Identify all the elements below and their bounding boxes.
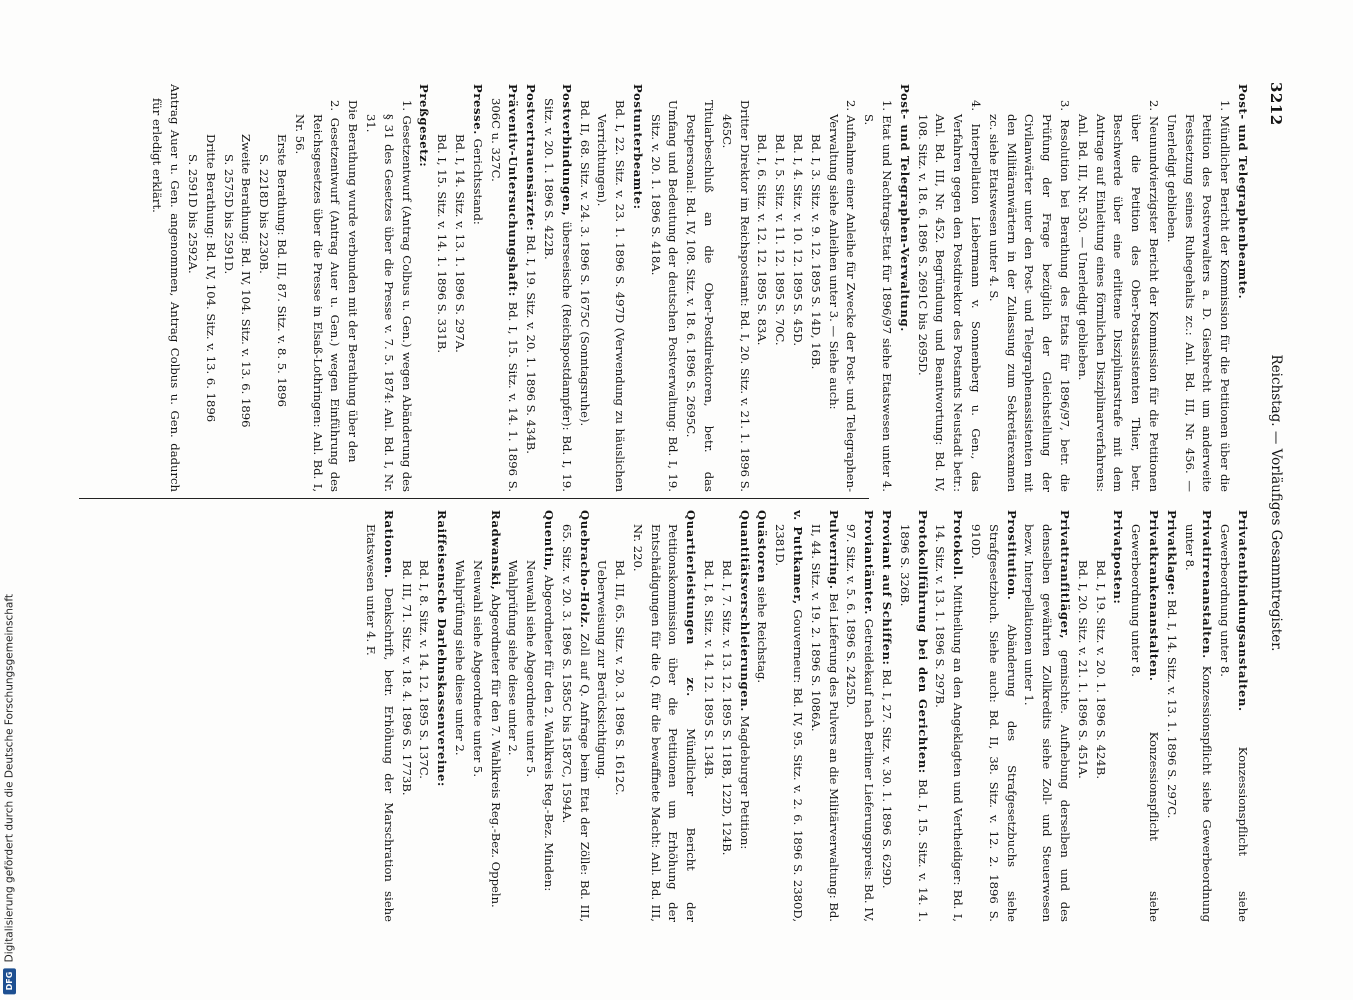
entry-term: Proviantämter.	[862, 510, 877, 615]
entry-text: Bd. I, 27. Sitz. v. 30. 1. 1896 S. 629D.	[880, 669, 895, 889]
reference: Bd. I, 8. Sitz. v. 14. 12. 1895 S. 137C.	[417, 560, 432, 779]
reference: Bd. I, 14. Sitz. v. 13. 1. 1896 S. 297A.	[452, 134, 467, 353]
reference: Bd. I, 19. Sitz. v. 20. 1. 1896 S. 424B.	[1093, 560, 1108, 780]
index-entry	[486, 510, 504, 922]
entry-term: Privatentbindungsanstalten.	[1236, 510, 1250, 712]
entry-term: Quebracho-Holz.	[577, 510, 592, 629]
entry-term: Proviant auf Schiffen:	[880, 510, 895, 666]
entry-text: Zoll auf Q. Anfrage beim Etat der Zölle: Bd. III, 65. Sitz. v. 20. 3. 1896 S. 1585C bis 1587C, 1594A.	[559, 524, 592, 922]
entry-term: Privatposten:	[1111, 510, 1126, 605]
right-column	[91, 510, 1251, 922]
dfg-logo: DFG	[3, 968, 16, 994]
entry-text: Gouverneur: Bd. IV, 95. Sitz. v. 2. 6. 1896 S. 2380D, 2381D.	[773, 524, 806, 922]
reference: Bd. I, 5. Sitz. v. 11. 12. 1895 S. 70C.	[773, 134, 788, 346]
entry-text: Abgeordneter für den 2. Wahlkreis Reg.-Bez. Minden:	[541, 575, 556, 892]
entry-term: Quantitätsverschleierungen.	[737, 510, 752, 712]
entry-text: Mittheilung an den Angeklagten und Vertheidiger: Bd. I, 14. Sitz. v. 13. 1. 1896 S. 297B.	[933, 524, 966, 922]
page-number: 3212	[1267, 82, 1285, 126]
entry-text: siehe Reichstag.	[755, 586, 770, 684]
entry-text: Konzessionspflicht siehe Gewerbeordnung unter 8.	[1182, 524, 1215, 922]
reference: Bd. I, 8. Sitz. v. 14. 12. 1895 S. 134B.	[702, 560, 717, 780]
sub-entry: 1. Gesetzentwurf (Antrag Colbus u. Gen.) wegen Abänderung des § 31 des Gesetzes über die Presse v. 7. 5. 1874: Anl. Bd. I, Nr. 31.	[363, 100, 414, 492]
index-entry	[539, 84, 575, 492]
digitization-credit	[3, 594, 16, 994]
entry-text: Magdeburger Petition:	[737, 715, 752, 850]
index-entry	[1233, 84, 1251, 492]
index-entry	[1215, 510, 1251, 922]
entry-text: Mündlicher Bericht der Petitionskommission über die Petitionen um Erhöhung der Entschädigungen für die Q. für die bewaffnete Macht: Anl. Bd. III, Nr. 220.	[630, 524, 699, 922]
index-entry	[628, 510, 699, 922]
index-entry	[931, 510, 967, 922]
entry-term: Rationen.	[381, 510, 396, 579]
index-entry	[1020, 510, 1073, 922]
entry-text: gemischte. Aufhebung derselben und des denselben gewährten Zollkredits siehe Zoll- und Steuerwesen bezw. Interpellationen unter 1.	[1022, 524, 1073, 922]
entry-text: Gerichtsstand:	[470, 138, 485, 225]
reference: Zweite Berathung: Bd. IV, 104. Sitz. v. 13. 6. 1896	[239, 134, 254, 428]
reference: Bd. I, 7. Sitz. v. 13. 12. 1895 S. 118B, 122D, 124B.	[719, 560, 734, 856]
entry-term: Raiffeisensche Darlehnskassenvereine:	[435, 510, 450, 787]
index-entry	[539, 510, 557, 922]
left-column	[91, 84, 1251, 492]
entry-term: Post- und Telegraphenbeamte.	[1236, 84, 1250, 300]
sub-entry: Die Berathung wurde verbunden mit der Berathung über den	[346, 100, 361, 463]
index-entry	[361, 510, 397, 922]
entry-term: Quartierleistungen zc.	[684, 510, 699, 697]
entry-term: Privatklage:	[1164, 510, 1179, 596]
entry-text: Abgeordneter für den 7. Wahlkreis Reg.-Bez. Oppeln.	[488, 594, 503, 908]
entry-text: Konzessionspflicht siehe Gewerbeordnung unter 8.	[1129, 524, 1162, 922]
index-entry	[966, 510, 1019, 922]
index-entry	[753, 510, 771, 922]
index-entry	[842, 510, 878, 922]
entry-text: Bei Lieferung des Pulvers an die Militärverwaltung: Bd. II, 44. Sitz. v. 19. 2. 1896 S. 1086A.	[808, 524, 841, 922]
running-head: Reichstag. — Vorläufiges Gesammtregister.	[1268, 354, 1284, 652]
entry-text: Bd. I, 19. Sitz. v. 20. 1. 1896 S. 434B.	[524, 234, 539, 454]
entry-text: Abänderung des Strafgesetzbuchs siehe Strafgesetzbuch. Siehe auch: Bd. II, 38. Sitz. v. 12. 2. 1896 S. 910D.	[969, 524, 1019, 922]
index-entry	[521, 84, 539, 492]
sub-entry: 2. Aufnahme einer Anleihe für Zwecke der Post- und Telegraphen-Verwaltung siehe Anleihen unter 3. — Siehe auch:	[826, 100, 859, 492]
sub-entry: 1. Mündlicher Bericht der Kommission für die Petitionen über die Petition des Postverwalters a. D. Giesbrecht um anderweite Festsetzung seines Ruhegehalts zc.: Anl. Bd. III, Nr. 456. — Unerledigt geblieben.	[1164, 100, 1233, 492]
index-entry	[415, 84, 433, 492]
entry-term: Quentin,	[541, 510, 556, 572]
sub-entry: 3. Resolution bei Berathung des Etats für 1896/97, betr. die Prüfung der Frage bezüglich der Gleichstellung der Civilanwärter unter den Post- und Telegraphenassistenten mit den Militäranwärtern in der Zulassung zum Sekretärexamen zc. siehe Etatswesen unter 4. S.	[986, 100, 1073, 492]
sub-entry: 4. Interpellation Liebermann v. Sonnenberg u. Gen., das Verfahren gegen den Postdirektor des Postamts Neustadt betr.: Anl. Bd. III, Nr. 452. Begründung und Beantwortung: Bd. IV, 108. Sitz. v. 18. 6. 1896 S. 2691C bis 2695D.	[915, 100, 984, 492]
sub-entry: 1. Etat und Nachtrags-Etat für 1896/97 siehe Etatswesen unter 4. S.	[862, 100, 895, 492]
index-entry	[557, 510, 593, 922]
entry-term: Postvertrauensärzte:	[524, 84, 539, 232]
sub-entry: Dritter Direktor im Reichspostamt: Bd. I, 20. Sitz. v. 21. 1. 1896 S. 465C.	[719, 100, 752, 492]
index-entry: Antrag Auer u. Gen. angenommen, Antrag Colbus u. Gen. dadurch für erledigt erklärt.	[150, 84, 183, 492]
entry-text: Konzessionspflicht siehe Gewerbeordnung unter 8.	[1218, 524, 1250, 922]
entry-text: Bd. I, 14. Sitz. v. 13. 1. 1896 S. 297C.	[1164, 599, 1179, 819]
reference: Dritte Berathung: Bd. IV, 104. Sitz. v. 13. 6. 1896	[203, 134, 218, 423]
reference: Ueberweisung zur Berücksichtigung.	[595, 560, 610, 780]
index-entry	[1109, 510, 1127, 922]
index-entry	[486, 84, 522, 492]
entry-text: überseeische (Reichspostdampfer): Bd. I, 19. Sitz. v. 20. 1. 1896 S. 422B.	[541, 98, 574, 492]
reference: Neuwahl siehe Abgeordnete unter 5.	[524, 560, 539, 777]
index-entry	[806, 510, 842, 922]
reference: Neuwahl siehe Abgeordnete unter 5.	[470, 560, 485, 777]
reference: Wahlprüfung siehe diese unter 2.	[506, 560, 521, 756]
index-entry	[895, 84, 913, 492]
reference: Bd. I, 6. Sitz. v. 12. 12. 1895 S. 83A.	[755, 134, 770, 346]
index-entry	[1180, 510, 1216, 922]
index-entry	[895, 510, 931, 922]
entry-term: Prostitution.	[1004, 510, 1019, 601]
credit-text: Digitalisierung gefördert durch die Deutsche Forschungsgemeinschaft	[3, 593, 16, 962]
reference: Erste Berathung: Bd. III, 87. Sitz. v. 8. 5. 1896	[274, 134, 289, 407]
entry-term: Protokoll.	[951, 510, 966, 581]
index-entry	[432, 510, 450, 922]
reference: S. 2218D bis 2230B.	[257, 154, 272, 274]
entry-term: Postunterbeamte:	[630, 84, 645, 210]
sub-entry: 2. Gesetzentwurf (Antrag Auer u. Gen.) wegen Einführung des Reichsgesetzes über die Presse in Elsaß-Lothringen: Anl. Bd. I, Nr. 56.	[292, 100, 343, 492]
column-divider	[79, 498, 869, 499]
index-entry	[468, 84, 486, 492]
entry-text: Denkschrift, betr. Erhöhung der Marschration siehe Etatswesen unter 4. F.	[363, 524, 396, 922]
entry-term: Pulverring.	[826, 510, 841, 590]
entry-term: Preßgesetz:	[417, 84, 432, 168]
rotated-page	[77, 78, 1287, 928]
entry-text: Getreidekauf nach Berliner Lieferungspreis: Bd. IV, 97. Sitz. v. 5. 6. 1896 S. 2425D.	[844, 524, 877, 922]
reference: Bd. III, 65. Sitz. v. 20. 3. 1896 S. 1612C.	[613, 560, 628, 796]
entry-term: Presse.	[470, 84, 485, 135]
entry-term: v. Puttkamer,	[791, 510, 806, 605]
index-entry	[1126, 510, 1162, 922]
reference: Bd. III, 71. Sitz. v. 18. 4. 1896 S. 1773B.	[399, 560, 414, 796]
sub-entry: Titularbeschluß an die Ober-Postdirektoren, betr. das Postpersonal: Bd. IV, 108. Sitz. v. 18. 6. 1896 S. 2695C.	[684, 100, 717, 492]
reference: S. 2591D bis 2592A.	[185, 154, 200, 274]
reference: Bd. I, 15. Sitz. v. 14. 1. 1896 S. 331B.	[435, 134, 450, 354]
index-entry	[628, 84, 646, 492]
page-header	[1261, 78, 1287, 928]
sub-entry: Bd. II, 68. Sitz. v. 24. 3. 1896 S. 1675C (Sonntagsruhe).	[577, 100, 592, 427]
entry-term: Postverbindungen,	[559, 84, 574, 217]
entry-term: Privatkrankenanstalten.	[1147, 510, 1162, 682]
index-entry	[770, 510, 806, 922]
sub-entry: 2. Neunundvierzigster Bericht der Kommission für die Petitionen über die Petition des Ober-Postassistenten Thier, betr. Beschwerde über eine erlittene Disziplinarstrafe mit dem Antrage auf Einleitung eines förmlichen Disziplinarverfahrens: Anl. Bd. III, Nr. 530. — Unerledigt geblieben.	[1075, 100, 1162, 492]
sub-entry: Bd. I, 22. Sitz. v. 23. 1. 1896 S. 497D (Verwendung zu häuslichen Verrichtungen).	[595, 100, 628, 492]
entry-term: Protokollführung bei den Gerichten:	[915, 510, 930, 774]
index-entry	[735, 510, 753, 922]
entry-text: Bd. I, 15. Sitz. v. 14. 1. 1896 S. 326B.	[897, 524, 930, 922]
entry-term: Post- und Telegraphen-Verwaltung.	[897, 84, 912, 332]
entry-term: Radwanski,	[488, 510, 503, 591]
reference: Bd. I, 4. Sitz. v. 10. 12. 1895 S. 45D.	[791, 134, 806, 346]
entry-term: Präventiv-Untersuchungshaft:	[506, 84, 521, 297]
reference: Bd. I, 20. Sitz. v. 21. 1. 1896 S. 451A.	[1075, 560, 1090, 779]
entry-term: Quästoren	[755, 510, 770, 583]
index-entry	[877, 510, 895, 922]
reference: S. 2575D bis 2591D.	[221, 154, 236, 275]
index-entry	[1162, 510, 1180, 922]
sub-entry: Umfang und Bedeutung der deutschen Postverwaltung: Bd. I, 19. Sitz. v. 20. 1. 1896 S. 418A.	[648, 100, 681, 492]
entry-term: Privattranfitläger,	[1058, 510, 1073, 640]
reference: Bd. I, 3. Sitz. v. 9. 12. 1895 S. 14D, 16B.	[808, 134, 823, 370]
reference: Wahlprüfung siehe diese unter 2.	[452, 560, 467, 756]
entry-term: Privatirrenanstalten.	[1200, 510, 1215, 659]
entry-text: Bd. I, 15. Sitz. v. 14. 1. 1896 S. 306C u. 327C.	[488, 98, 521, 492]
